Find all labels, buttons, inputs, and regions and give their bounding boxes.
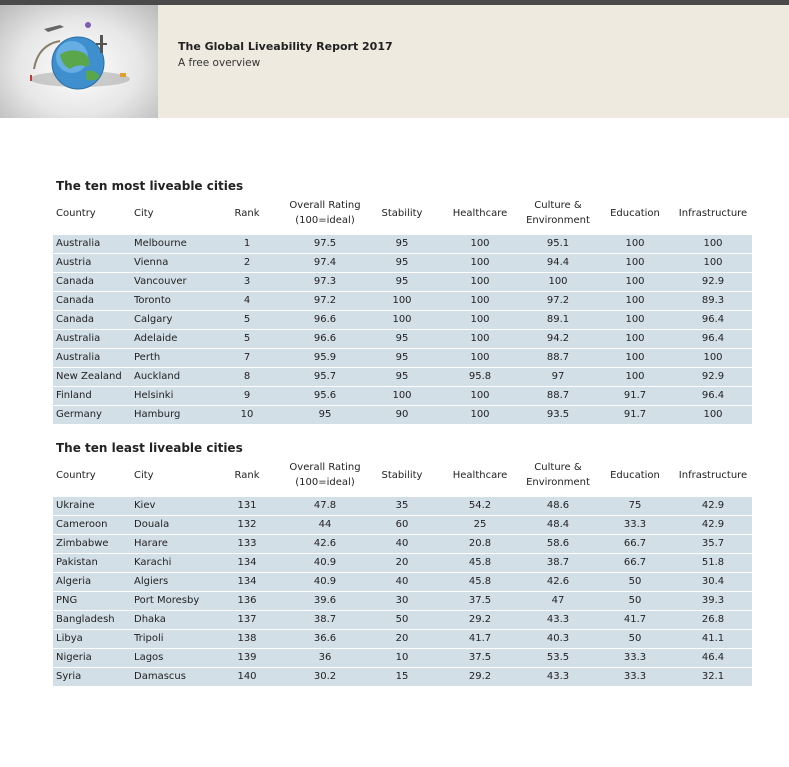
cell-infrastructure: 32.1 <box>701 671 725 682</box>
table-row <box>53 516 752 534</box>
col-culture-line1: Culture & <box>534 462 582 473</box>
cell-overall: 47.8 <box>313 500 337 511</box>
col-city: City <box>134 207 154 219</box>
cell-culture: 97 <box>551 371 565 382</box>
cell-stability: 95 <box>395 238 409 249</box>
cell-country: Ukraine <box>56 500 95 511</box>
col-healthcare: Healthcare <box>452 469 508 481</box>
cell-country: Austria <box>56 257 92 268</box>
col-overall-line2: (100=ideal) <box>295 215 355 226</box>
cell-rank: 138 <box>237 633 257 644</box>
col-overall-line1: Overall Rating <box>289 200 361 211</box>
cell-overall: 97.4 <box>313 257 337 268</box>
cell-rank: 2 <box>243 257 251 268</box>
cell-infrastructure: 92.9 <box>701 371 725 382</box>
col-country: Country <box>56 469 96 481</box>
cell-education: 75 <box>628 500 642 511</box>
table-row <box>53 349 752 367</box>
cell-education: 100 <box>625 371 645 382</box>
cell-city: Adelaide <box>134 333 178 344</box>
cell-country: Zimbabwe <box>56 538 109 549</box>
cell-country: Canada <box>56 314 95 325</box>
cell-city: Dhaka <box>134 614 166 625</box>
cell-rank: 133 <box>237 538 257 549</box>
col-culture-line1: Culture & <box>534 200 582 211</box>
cell-city: Kiev <box>134 500 156 511</box>
cell-healthcare: 100 <box>470 295 490 306</box>
cell-rank: 10 <box>240 409 254 420</box>
cell-culture: 53.5 <box>546 652 570 663</box>
table-row <box>53 368 752 386</box>
cell-overall: 39.6 <box>313 595 337 606</box>
cell-country: Syria <box>56 671 82 682</box>
cell-overall: 97.3 <box>313 276 337 287</box>
cell-infrastructure: 35.7 <box>701 538 725 549</box>
cell-stability: 10 <box>395 652 409 663</box>
cell-infrastructure: 46.4 <box>701 652 725 663</box>
cell-city: Helsinki <box>134 390 174 401</box>
cell-culture: 42.6 <box>546 576 570 587</box>
cell-country: Finland <box>56 390 92 401</box>
cell-stability: 40 <box>395 576 409 587</box>
cell-infrastructure: 100 <box>703 409 723 420</box>
cell-culture: 38.7 <box>546 557 570 568</box>
table-row <box>53 592 752 610</box>
table-row <box>53 611 752 629</box>
cell-rank: 8 <box>243 371 251 382</box>
cell-rank: 140 <box>237 671 257 682</box>
cell-healthcare: 95.8 <box>468 371 492 382</box>
table-row <box>53 330 752 348</box>
cell-education: 100 <box>625 276 645 287</box>
table-row <box>53 573 752 591</box>
cell-infrastructure: 96.4 <box>701 314 725 325</box>
cell-country: Algeria <box>56 576 92 587</box>
cell-rank: 134 <box>237 557 257 568</box>
cell-stability: 15 <box>395 671 409 682</box>
table-row <box>53 497 752 515</box>
cell-stability: 95 <box>395 257 409 268</box>
col-infrastructure: Infrastructure <box>678 469 748 481</box>
table-row <box>53 649 752 667</box>
cell-stability: 95 <box>395 352 409 363</box>
cell-healthcare: 100 <box>470 390 490 401</box>
cell-education: 33.3 <box>623 652 647 663</box>
table-row <box>53 273 752 291</box>
cell-infrastructure: 42.9 <box>701 500 725 511</box>
cell-rank: 5 <box>243 314 251 325</box>
cell-city: Toronto <box>134 295 171 306</box>
cell-education: 91.7 <box>623 409 647 420</box>
col-overall-line2: (100=ideal) <box>295 477 355 488</box>
cell-stability: 20 <box>395 633 409 644</box>
cell-overall: 42.6 <box>313 538 337 549</box>
cell-country: Australia <box>56 238 101 249</box>
cell-city: Auckland <box>134 371 181 382</box>
cell-healthcare: 100 <box>470 276 490 287</box>
col-overall <box>280 455 370 495</box>
table-row <box>53 235 752 253</box>
cell-country: PNG <box>56 595 78 606</box>
col-culture-line2: Environment <box>526 477 590 488</box>
cell-overall: 36.6 <box>313 633 337 644</box>
cell-culture: 43.3 <box>546 614 570 625</box>
cell-infrastructure: 39.3 <box>701 595 725 606</box>
col-rank: Rank <box>234 207 260 219</box>
table-row <box>53 254 752 272</box>
cell-rank: 1 <box>243 238 251 249</box>
cell-culture: 88.7 <box>546 390 570 401</box>
cell-infrastructure: 30.4 <box>701 576 725 587</box>
cell-overall: 38.7 <box>313 614 337 625</box>
cell-rank: 5 <box>243 333 251 344</box>
cell-infrastructure: 92.9 <box>701 276 725 287</box>
cell-country: New Zealand <box>56 371 122 382</box>
cell-healthcare: 54.2 <box>468 500 492 511</box>
cell-overall: 44 <box>318 519 332 530</box>
cell-city: Lagos <box>134 652 164 663</box>
col-culture <box>518 455 598 495</box>
cell-rank: 139 <box>237 652 257 663</box>
cell-city: Damascus <box>134 671 186 682</box>
cell-education: 100 <box>625 257 645 268</box>
cell-culture: 94.2 <box>546 333 570 344</box>
cell-overall: 36 <box>318 652 332 663</box>
cell-city: Harare <box>134 538 168 549</box>
cell-healthcare: 29.2 <box>468 614 492 625</box>
cell-rank: 7 <box>243 352 251 363</box>
cell-country: Canada <box>56 276 95 287</box>
cell-education: 66.7 <box>623 557 647 568</box>
cell-rank: 9 <box>243 390 251 401</box>
table-row <box>53 387 752 405</box>
section-title: The ten most liveable cities <box>56 179 244 193</box>
cell-stability: 35 <box>395 500 409 511</box>
col-healthcare: Healthcare <box>452 207 508 219</box>
cell-country: Australia <box>56 333 101 344</box>
cell-stability: 90 <box>395 409 409 420</box>
cell-city: Melbourne <box>134 238 187 249</box>
cell-healthcare: 45.8 <box>468 557 492 568</box>
cell-culture: 95.1 <box>546 238 570 249</box>
cell-rank: 132 <box>237 519 257 530</box>
cell-infrastructure: 42.9 <box>701 519 725 530</box>
cell-healthcare: 29.2 <box>468 671 492 682</box>
cell-country: Canada <box>56 295 95 306</box>
cell-rank: 136 <box>237 595 257 606</box>
cell-culture: 93.5 <box>546 409 570 420</box>
cell-rank: 3 <box>243 276 251 287</box>
cell-city: Algiers <box>134 576 169 587</box>
cell-healthcare: 100 <box>470 409 490 420</box>
col-infrastructure: Infrastructure <box>678 207 748 219</box>
report-subtitle: A free overview <box>178 57 261 69</box>
col-city: City <box>134 469 154 481</box>
cell-stability: 50 <box>395 614 409 625</box>
table-row <box>53 535 752 553</box>
col-culture-line2: Environment <box>526 215 590 226</box>
cell-healthcare: 45.8 <box>468 576 492 587</box>
table-header <box>0 455 789 495</box>
globe-image <box>0 5 158 118</box>
cell-education: 100 <box>625 352 645 363</box>
cell-healthcare: 37.5 <box>468 652 492 663</box>
cell-culture: 89.1 <box>546 314 570 325</box>
cell-stability: 40 <box>395 538 409 549</box>
cell-rank: 134 <box>237 576 257 587</box>
col-overall <box>280 193 370 233</box>
cell-healthcare: 41.7 <box>468 633 492 644</box>
cell-culture: 94.4 <box>546 257 570 268</box>
cell-healthcare: 25 <box>473 519 487 530</box>
cell-stability: 30 <box>395 595 409 606</box>
cell-country: Nigeria <box>56 652 92 663</box>
cell-healthcare: 100 <box>470 352 490 363</box>
cell-overall: 95.7 <box>313 371 337 382</box>
cell-healthcare: 100 <box>470 238 490 249</box>
cell-stability: 100 <box>392 390 412 401</box>
cell-culture: 40.3 <box>546 633 570 644</box>
cell-stability: 100 <box>392 295 412 306</box>
cell-culture: 88.7 <box>546 352 570 363</box>
cell-overall: 95.9 <box>313 352 337 363</box>
cell-stability: 95 <box>395 371 409 382</box>
section-title: The ten least liveable cities <box>56 441 243 455</box>
cell-rank: 4 <box>243 295 251 306</box>
cell-infrastructure: 26.8 <box>701 614 725 625</box>
cell-education: 50 <box>628 576 642 587</box>
cell-city: Calgary <box>134 314 173 325</box>
cell-stability: 60 <box>395 519 409 530</box>
cell-education: 33.3 <box>623 671 647 682</box>
cell-education: 91.7 <box>623 390 647 401</box>
table-row <box>53 292 752 310</box>
cell-overall: 40.9 <box>313 557 337 568</box>
col-country: Country <box>56 207 96 219</box>
cell-culture: 97.2 <box>546 295 570 306</box>
table-row <box>53 630 752 648</box>
cell-healthcare: 100 <box>470 314 490 325</box>
col-rank: Rank <box>234 469 260 481</box>
cell-stability: 95 <box>395 276 409 287</box>
cell-overall: 95.6 <box>313 390 337 401</box>
cell-stability: 100 <box>392 314 412 325</box>
col-overall-line1: Overall Rating <box>289 462 361 473</box>
cell-culture: 43.3 <box>546 671 570 682</box>
table-header <box>0 193 789 233</box>
cell-city: Port Moresby <box>134 595 200 606</box>
cell-rank: 137 <box>237 614 257 625</box>
cell-city: Douala <box>134 519 170 530</box>
cell-infrastructure: 96.4 <box>701 333 725 344</box>
cell-infrastructure: 89.3 <box>701 295 725 306</box>
cell-infrastructure: 100 <box>703 257 723 268</box>
cell-country: Germany <box>56 409 102 420</box>
cell-education: 100 <box>625 295 645 306</box>
cell-culture: 100 <box>548 276 568 287</box>
cell-country: Australia <box>56 352 101 363</box>
cell-city: Tripoli <box>134 633 164 644</box>
cell-education: 50 <box>628 633 642 644</box>
cell-infrastructure: 51.8 <box>701 557 725 568</box>
cell-infrastructure: 100 <box>703 238 723 249</box>
cell-city: Karachi <box>134 557 172 568</box>
col-culture <box>518 193 598 233</box>
table-body <box>53 235 752 425</box>
cell-healthcare: 100 <box>470 333 490 344</box>
col-stability: Stability <box>381 469 423 481</box>
cell-country: Bangladesh <box>56 614 115 625</box>
cell-culture: 48.6 <box>546 500 570 511</box>
cell-education: 33.3 <box>623 519 647 530</box>
cell-infrastructure: 96.4 <box>701 390 725 401</box>
cell-stability: 95 <box>395 333 409 344</box>
col-education: Education <box>610 469 660 481</box>
cell-healthcare: 20.8 <box>468 538 492 549</box>
col-education: Education <box>610 207 660 219</box>
cell-education: 50 <box>628 595 642 606</box>
col-stability: Stability <box>381 207 423 219</box>
cell-education: 100 <box>625 314 645 325</box>
cell-healthcare: 37.5 <box>468 595 492 606</box>
cell-culture: 47 <box>551 595 565 606</box>
cell-education: 66.7 <box>623 538 647 549</box>
cell-overall: 96.6 <box>313 333 337 344</box>
table-row <box>53 406 752 424</box>
table-row <box>53 311 752 329</box>
cell-city: Vancouver <box>134 276 187 287</box>
cell-overall: 95 <box>318 409 332 420</box>
cell-overall: 30.2 <box>313 671 337 682</box>
cell-city: Vienna <box>134 257 169 268</box>
table-row <box>53 668 752 686</box>
cell-country: Pakistan <box>56 557 98 568</box>
cell-education: 100 <box>625 333 645 344</box>
cell-healthcare: 100 <box>470 257 490 268</box>
cell-country: Libya <box>56 633 83 644</box>
cell-city: Hamburg <box>134 409 181 420</box>
report-title: The Global Liveability Report 2017 <box>178 40 393 53</box>
cell-education: 41.7 <box>623 614 647 625</box>
cell-stability: 20 <box>395 557 409 568</box>
cell-overall: 97.2 <box>313 295 337 306</box>
cell-infrastructure: 41.1 <box>701 633 725 644</box>
cell-culture: 58.6 <box>546 538 570 549</box>
cell-infrastructure: 100 <box>703 352 723 363</box>
table-body <box>53 497 752 687</box>
cell-education: 100 <box>625 238 645 249</box>
cell-culture: 48.4 <box>546 519 570 530</box>
cell-rank: 131 <box>237 500 257 511</box>
cell-overall: 97.5 <box>313 238 337 249</box>
table-row <box>53 554 752 572</box>
cell-city: Perth <box>134 352 161 363</box>
cell-overall: 40.9 <box>313 576 337 587</box>
cell-overall: 96.6 <box>313 314 337 325</box>
cell-country: Cameroon <box>56 519 108 530</box>
